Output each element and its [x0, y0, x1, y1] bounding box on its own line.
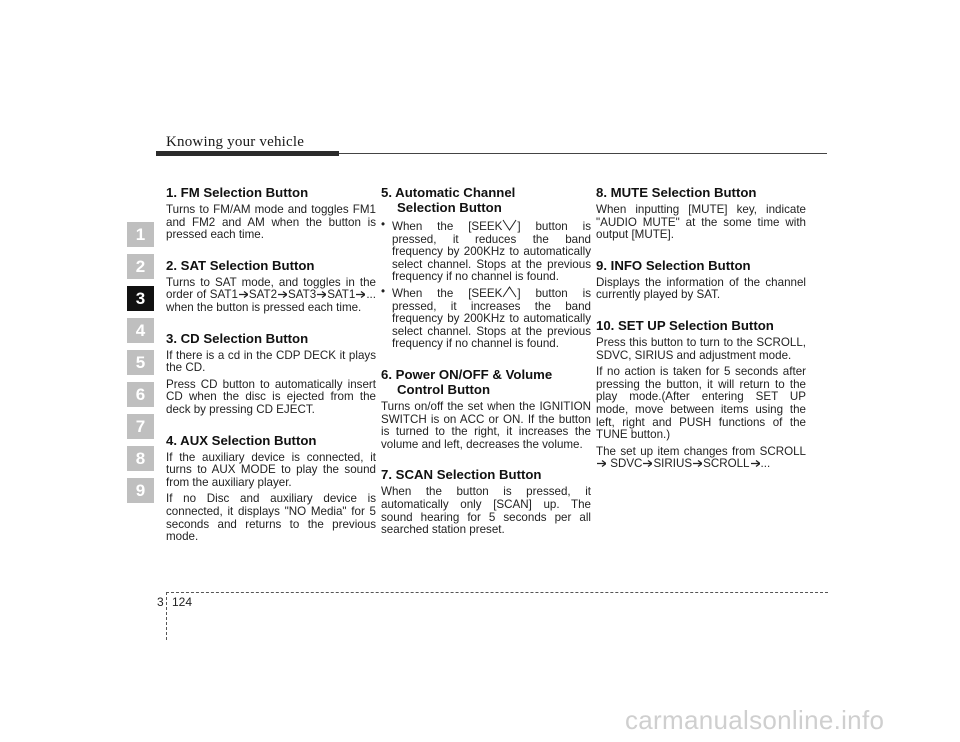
- footer-rule: [166, 592, 828, 593]
- arrow-right-icon: [317, 291, 326, 298]
- column-2: [381, 185, 591, 541]
- setup-order-c: SIRIUS: [653, 457, 693, 471]
- section-text-mute: When inputting [MUTE] key, indicate "AUDIO MUTE" at the some time with output [MUTE].: [596, 203, 806, 242]
- section-text-cd-2: Press CD button to automatically insert CD when the disc is ejected from the deck by pressing CD EJECT.: [166, 377, 376, 416]
- arrow-right-icon: [356, 291, 365, 298]
- watermark-text: carmanualsonline.info: [625, 705, 885, 735]
- seek-up-text-a: When the [SEEK: [392, 286, 503, 300]
- page-header-title: Knowing your vehicle: [166, 134, 305, 150]
- seek-down-text-a: When the [SEEK: [392, 220, 503, 233]
- sat-text-a: Turns to SAT mode, and toggles in the order of SAT1: [166, 275, 376, 302]
- section-title-sat: 2. SAT Selection Button: [166, 257, 315, 273]
- setup-order-a: The set up item changes from SCROLL: [596, 444, 806, 458]
- power-title-a: 6. Power ON/OFF & Volume: [381, 366, 553, 382]
- footer-divider: [166, 592, 167, 640]
- seek-down-item: [381, 219, 591, 284]
- section-text-setup-3: [596, 446, 806, 471]
- chapter-tabs: [127, 222, 154, 510]
- footer-page-number: 124: [172, 595, 193, 609]
- arrow-right-icon: [239, 291, 248, 298]
- arrow-right-icon: [597, 460, 606, 467]
- section-text-setup-1: Press this button to turn to the SCROLL, SDVC, SIRIUS and adjustment mode.: [596, 335, 806, 362]
- section-title-fm: 1. FM Selection Button: [166, 185, 309, 200]
- column-3: [596, 185, 806, 475]
- bullet: •: [381, 284, 386, 298]
- section-text-aux-1: If the auxiliary device is connected, it turns to AUX MODE to play the sound from the auxiliary player.: [166, 450, 376, 489]
- sat-text-b: SAT2: [248, 288, 278, 302]
- arrow-right-icon: [643, 460, 652, 467]
- chapter-tab-7[interactable]: 7: [127, 414, 154, 439]
- setup-order-d: SCROLL: [703, 457, 750, 471]
- seek-list: [381, 219, 591, 351]
- chapter-tab-9[interactable]: 9: [127, 478, 154, 503]
- section-text-fm: Turns to FM/AM mode and toggles FM1 and FM2 and AM when the button is pressed each time.: [166, 203, 376, 242]
- section-title-auto-channel: [381, 185, 591, 215]
- chapter-tab-1[interactable]: 1: [127, 222, 154, 247]
- section-text-scan: When the button is pressed, it automatically only [SCAN] up. The sound hearing for 5 seconds per all searched station preset.: [381, 485, 591, 537]
- power-title-b: Control Button: [397, 381, 491, 397]
- sat-text-c: SAT3: [288, 288, 317, 302]
- section-title-aux: 4. AUX Selection Button: [166, 432, 317, 448]
- sat-text-d: SAT1: [327, 288, 356, 302]
- arrow-right-icon: [693, 460, 702, 467]
- section-text-power: Turns on/off the set when the IGNITION SWITCH is on ACC or ON. If the button is turned to the right, it increases the volume and left, decreases the volume.: [381, 399, 591, 451]
- chapter-tab-6[interactable]: 6: [127, 382, 154, 407]
- header-rule-thin: [339, 153, 827, 154]
- auto-channel-title-a: 5. Automatic Channel: [381, 185, 516, 200]
- sat-text-e: ... when the button is pressed each time.: [166, 288, 376, 314]
- chapter-tab-2[interactable]: 2: [127, 254, 154, 279]
- section-text-setup-2: If no action is taken for 5 seconds after pressing the button, it will return to the play mode.(After entering SET UP mode, move between items using the left, right and PUSH functions of the TUNE button.): [596, 365, 806, 442]
- setup-order-b: SDVC: [607, 457, 643, 471]
- chapter-tab-4[interactable]: 4: [127, 318, 154, 343]
- arrow-right-icon: [751, 460, 760, 467]
- chapter-tab-3[interactable]: 3: [127, 286, 154, 311]
- chapter-tab-5[interactable]: 5: [127, 350, 154, 375]
- section-text-cd-1: If there is a cd in the CDP DECK it plays the CD.: [166, 348, 376, 375]
- seek-up-item: [381, 286, 591, 351]
- setup-order-e: ...: [760, 457, 771, 471]
- auto-channel-title-b: Selection Button: [397, 200, 502, 215]
- section-title-info: 9. INFO Selection Button: [596, 257, 751, 273]
- seek-down-icon: [502, 219, 517, 231]
- chapter-tab-8[interactable]: 8: [127, 446, 154, 471]
- section-text-info: Displays the information of the channel currently played by SAT.: [596, 275, 806, 302]
- section-text-aux-2: If no Disc and auxiliary device is connected, it displays "NO Media" for 5 seconds and returns to the previous mode.: [166, 492, 376, 544]
- seek-up-text-b: ] button is pressed, it increases the band frequency by 200KHz to automatically select channel. Stops at the previous frequency if no channel is found.: [392, 286, 591, 351]
- section-title-power: [381, 367, 591, 397]
- footer-chapter-number: 3: [157, 595, 164, 609]
- section-title-scan: 7. SCAN Selection Button: [381, 467, 542, 483]
- arrow-right-icon: [278, 291, 287, 298]
- section-title-mute: 8. MUTE Selection Button: [596, 185, 757, 200]
- header-rule-thick: [156, 151, 339, 156]
- bullet: •: [381, 218, 386, 231]
- section-title-cd: 3. CD Selection Button: [166, 330, 309, 346]
- seek-down-text-b: ] button is pressed, it reduces the band frequency by 200KHz to automatically select channel. Stops at the previous frequency if no channel is found.: [392, 220, 591, 284]
- section-title-setup: 10. SET UP Selection Button: [596, 317, 774, 333]
- seek-up-icon: [502, 286, 517, 298]
- section-text-sat: [166, 277, 376, 315]
- column-1: [166, 185, 376, 548]
